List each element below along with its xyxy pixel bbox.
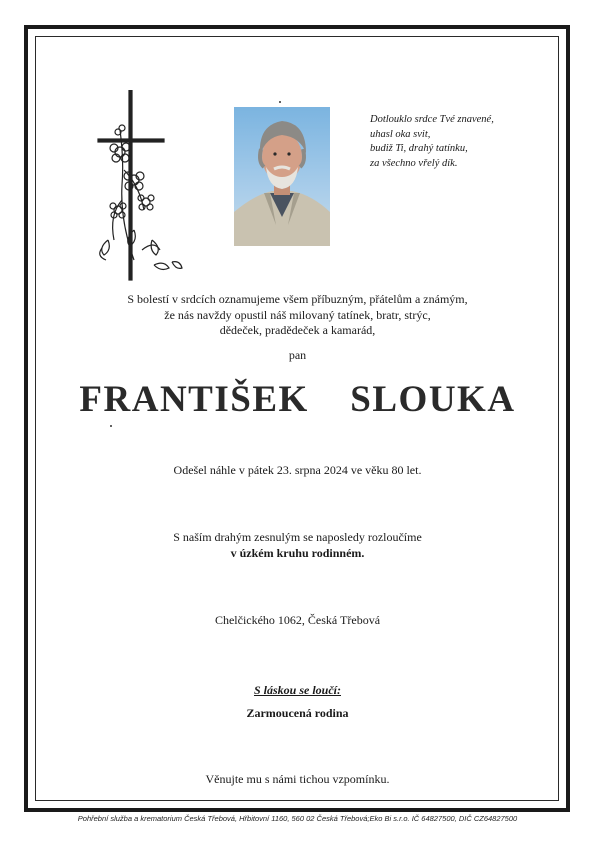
farewell-from-label: S láskou se loučí:	[253, 683, 341, 697]
poem	[370, 113, 550, 171]
remembrance-line: Věnujte mu s námi tichou vzpomínku.	[205, 772, 390, 786]
speck	[279, 101, 281, 103]
poem-line: uhasl oka svit,	[370, 128, 431, 140]
portrait-illustration	[234, 107, 330, 246]
poem-line: za všechno vřelý dík.	[370, 157, 458, 169]
intro-line: dědeček, pradědeček a kamarád,	[219, 323, 376, 337]
cross-with-flowers-icon	[94, 90, 190, 282]
title-pan: pan	[288, 348, 307, 362]
poem-line: Dotlouklo srdce Tvé znavené,	[370, 114, 494, 125]
death-notice: Odešel náhle v pátek 23. srpna 2024 ve věku 80 let.	[173, 463, 422, 477]
speck	[110, 425, 112, 427]
family-signature: Zarmoucená rodina	[246, 706, 349, 720]
intro-line: S bolestí v srdcích oznamujeme všem příbuzným, přátelům a známým,	[127, 292, 468, 306]
deceased-name: FRANTIŠEK SLOUKA	[79, 379, 516, 420]
announcement-intro	[60, 292, 535, 339]
poem-line: budiž Ti, drahý tatínku,	[370, 143, 468, 154]
address: Chelčického 1062, Česká Třebová	[214, 613, 381, 627]
farewell-line-bold: v úzkém kruhu rodinném.	[230, 545, 365, 560]
farewell-info	[0, 530, 595, 561]
portrait-photo	[234, 107, 330, 246]
farewell-line: S naším drahým zesnulým se naposledy rozloučíme	[173, 530, 422, 544]
footer-funeral-service: Pohřební služba a krematorium Česká Třebová, Hřbitovní 1160, 560 02 Česká Třebová;Eko Bi s.r.o. IČ 64827500, DIČ CZ64827500	[77, 814, 518, 823]
intro-line: že nás navždy opustil náš milovaný tatínek, bratr, strýc,	[164, 307, 431, 322]
